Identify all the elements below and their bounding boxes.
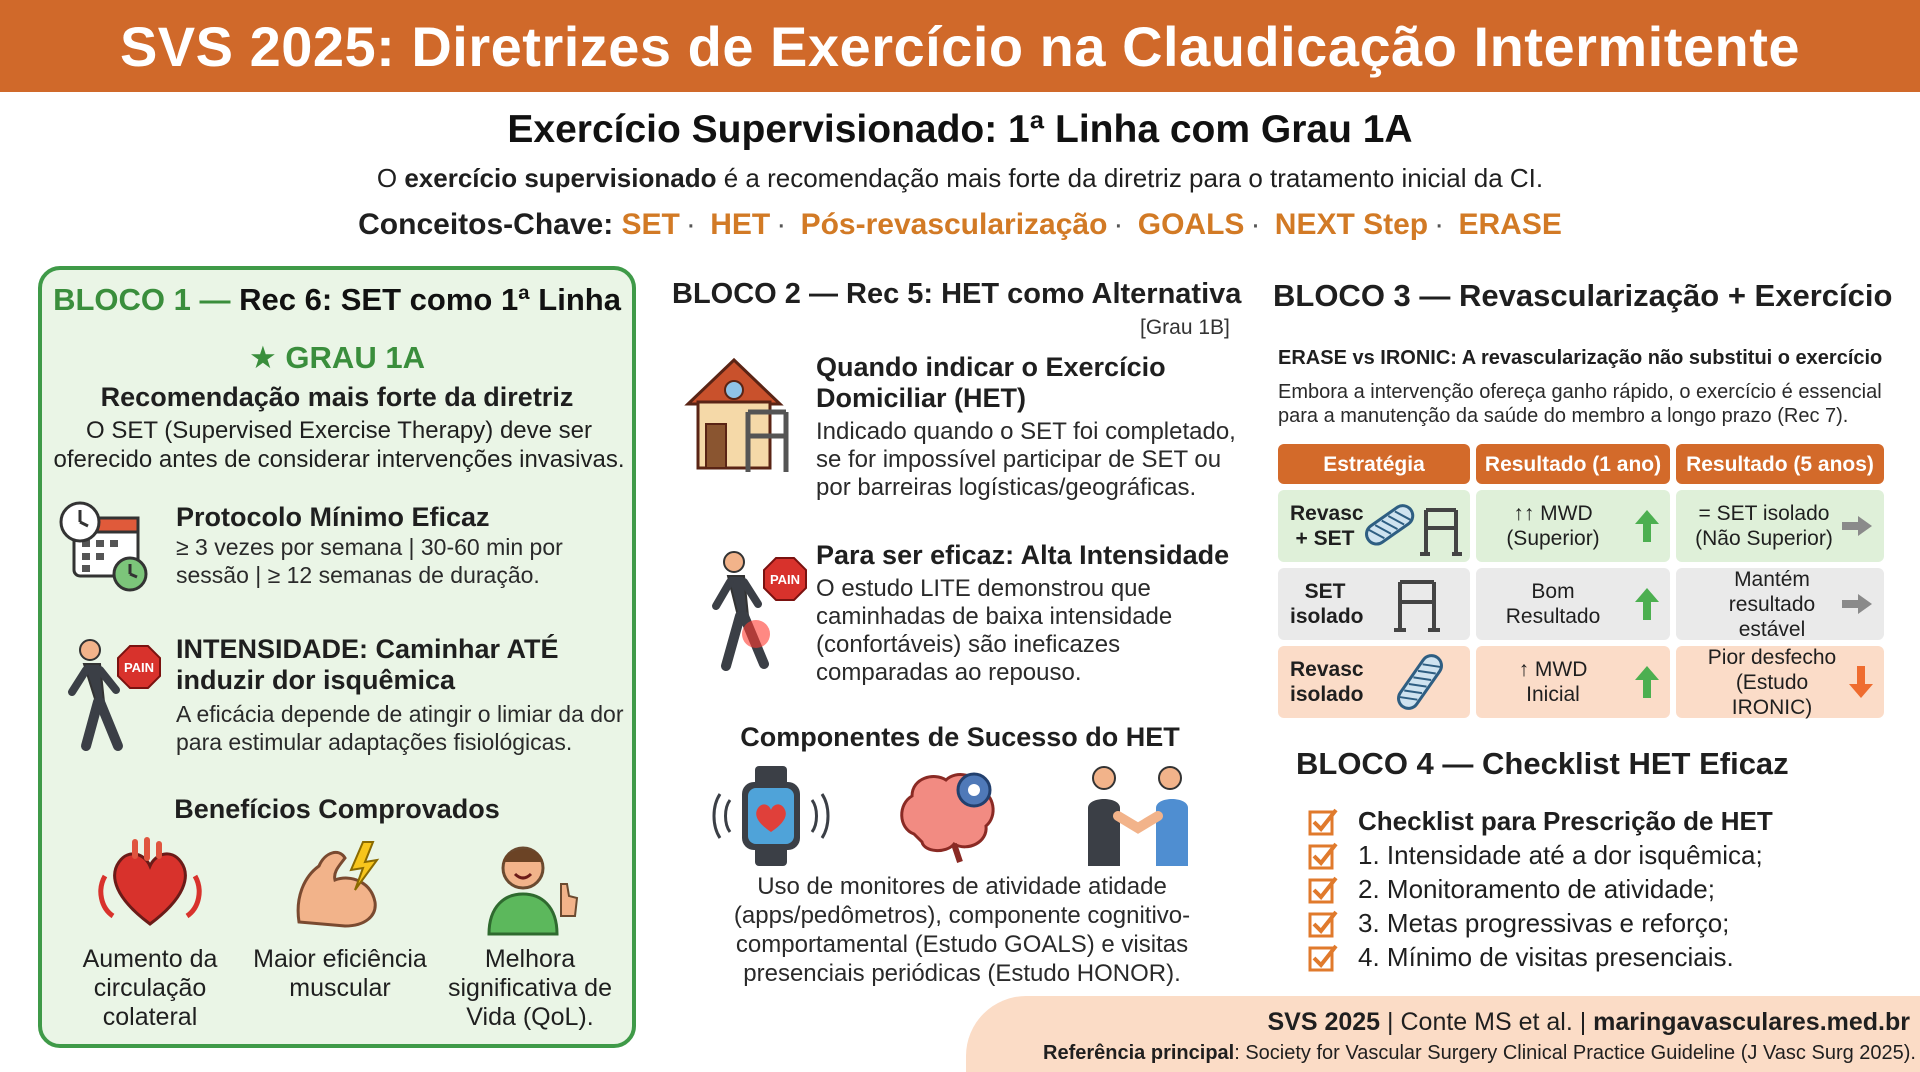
bloco-4-title: BLOCO 4 — Checklist HET Eficaz (1296, 746, 1789, 781)
up-arrow-icon (1634, 508, 1660, 544)
table-header: Estratégia (1278, 444, 1470, 484)
het-intensity-block: Para ser eficaz: Alta Intensidade O estudo LITE demonstrou que caminhadas de baixa intensidade (confortáveis) são ineficazes comparadas ao repouso. (816, 540, 1230, 686)
checklist-item: 4. Mínimo de visitas presenciais. (1308, 940, 1773, 974)
table-row (1278, 568, 1884, 640)
lead-text: O exercício supervisionado é a recomendação mais forte da diretriz para o tratamento inicial da CI. (376, 163, 1544, 193)
benefit-circulation: Aumento da circulação colateral (60, 836, 240, 1032)
erase-ironic-subtitle: ERASE vs IRONIC: A revascularização não substitui o exercício (1278, 347, 1883, 369)
pain-badge: PAIN (123, 660, 155, 675)
result-5y-cell: Mantém resultado estável (1676, 568, 1884, 640)
het-indication-block: Quando indicar o Exercício Domiciliar (HET) Indicado quando o SET foi completado, se for impossível participar de SET ou por barreiras logísticas/geográficas. (816, 352, 1236, 501)
walking-pain-icon-2 (690, 548, 810, 678)
intensity-block: INTENSIDADE: Caminhar ATÉ induzir dor isquêmica A eficácia depende de atingir o limiar da dor para estimular adaptações fisiológicas. (176, 634, 624, 755)
down-arrow-icon (1848, 664, 1874, 700)
concept-next-step: NEXT Step (1274, 208, 1429, 241)
result-5y-cell: Pior desfecho (Estudo IRONIC) (1676, 646, 1884, 718)
clock-calendar-icon (54, 498, 144, 588)
checkbox-icon (1308, 942, 1338, 972)
components-text: Uso de monitores de atividade atidade (apps/pedômetros), componente cognitivo-comportamental (Estudo GOALS) e visitas presenciais periódicas (Estudo HONOR). (733, 873, 1191, 987)
bloco-1-panel (38, 266, 636, 1048)
key-concepts: Conceitos-Chave: SET · HET · Pós-revascularização · GOALS · NEXT Step · ERASE (358, 208, 1562, 241)
benefit-muscle: Maior eficiência muscular (250, 836, 430, 1003)
concept-het: HET (710, 208, 771, 241)
table-header: Resultado (5 anos) (1676, 444, 1884, 484)
benefits-title: Benefícios Comprovados (174, 794, 500, 824)
components-title: Componentes de Sucesso do HET (740, 722, 1180, 752)
stent-walker-icon (1360, 496, 1464, 556)
header-bar (0, 0, 1920, 92)
protocol-block: Protocolo Mínimo Eficaz ≥ 3 vezes por semana | 30-60 min por sessão | ≥ 12 semanas de duração. (176, 502, 563, 588)
stent-icon (1360, 652, 1464, 712)
table-row (1278, 490, 1884, 562)
checklist-item: 2. Monitoramento de atividade; (1308, 872, 1773, 906)
page-title: SVS 2025: Diretrizes de Exercício na Claudicação Intermitente (119, 14, 1801, 78)
strong-recommendation: Recomendação mais forte da diretriz (100, 382, 574, 412)
bloco-3-title: BLOCO 3 — Revascularização + Exercício (1273, 278, 1893, 313)
checkbox-icon (1308, 806, 1338, 836)
walking-pain-icon (56, 636, 156, 756)
bloco-1-title: BLOCO 1 — Rec 6: SET como 1ª Linha (53, 282, 621, 317)
handshake-icon (1080, 764, 1196, 868)
checklist-item: 1. Intensidade até a dor isquêmica; (1308, 838, 1773, 872)
outcomes-table (1278, 444, 1884, 724)
up-arrow-icon (1634, 586, 1660, 622)
checkbox-icon (1308, 840, 1338, 870)
result-1y-cell: ↑ MWD Inicial (1476, 646, 1670, 718)
grade-badge: ★ GRAU 1A (249, 340, 425, 375)
checklist (1308, 804, 1773, 974)
set-description: O SET (Supervised Exercise Therapy) deve ser oferecido antes de considerar intervenções invasivas. (53, 417, 625, 473)
strategy-cell: Revasc isolado (1278, 646, 1470, 718)
benefit-quality-of-life: Melhora significativa de Vida (QoL). (440, 836, 620, 1032)
concept-set: SET (621, 208, 680, 241)
muscle-icon (285, 836, 395, 936)
concept-goals: GOALS (1137, 208, 1245, 241)
section-subtitle: Exercício Supervisionado: 1ª Linha com Grau 1A (507, 108, 1413, 151)
table-row (1278, 646, 1884, 718)
table-header: Resultado (1 ano) (1476, 444, 1670, 484)
result-5y-cell: = SET isolado (Não Superior) (1676, 490, 1884, 562)
footer-reference: Referência principal: Society for Vascular Surgery Clinical Practice Guideline (J Vasc Surg 2025). (1043, 1042, 1916, 1064)
right-arrow-icon (1840, 593, 1874, 615)
checkbox-icon (1308, 874, 1338, 904)
up-arrow-icon (1634, 664, 1660, 700)
smartwatch-icon (706, 764, 836, 868)
brain-gear-icon (894, 764, 1004, 868)
checklist-item: 3. Metas progressivas e reforço; (1308, 906, 1773, 940)
footer (966, 996, 1920, 1072)
heart-circulation-icon (95, 836, 205, 936)
site-link[interactable]: maringavasculares.med.br (1593, 1008, 1910, 1036)
bloco-2-title: BLOCO 2 — Rec 5: HET como Alternativa (672, 278, 1242, 310)
strategy-cell: SET isolado (1278, 568, 1470, 640)
result-1y-cell: ↑↑ MWD (Superior) (1476, 490, 1670, 562)
bloco-3-description: Embora a intervenção ofereça ganho rápido, o exercício é essencial para a manutenção da saúde do membro a longo prazo (Rec 7). (1278, 381, 1882, 427)
strategy-cell: Revasc + SET (1278, 490, 1470, 562)
walker-icon (1360, 574, 1464, 634)
bloco-2-grade: [Grau 1B] (1140, 316, 1230, 339)
happy-person-icon (475, 836, 585, 936)
checkbox-icon (1308, 908, 1338, 938)
right-arrow-icon (1840, 515, 1874, 537)
home-walker-icon (682, 352, 802, 478)
pain-badge-2: PAIN (769, 572, 801, 587)
table-header-row (1278, 444, 1884, 484)
concept-pos-revasc: Pós-revascularização (800, 208, 1108, 241)
checklist-item: Checklist para Prescrição de HET (1308, 804, 1773, 838)
footer-credit: SVS 2025 | Conte MS et al. | maringavasculares.med.br (1267, 1008, 1910, 1036)
concept-erase: ERASE (1458, 208, 1562, 241)
result-1y-cell: Bom Resultado (1476, 568, 1670, 640)
